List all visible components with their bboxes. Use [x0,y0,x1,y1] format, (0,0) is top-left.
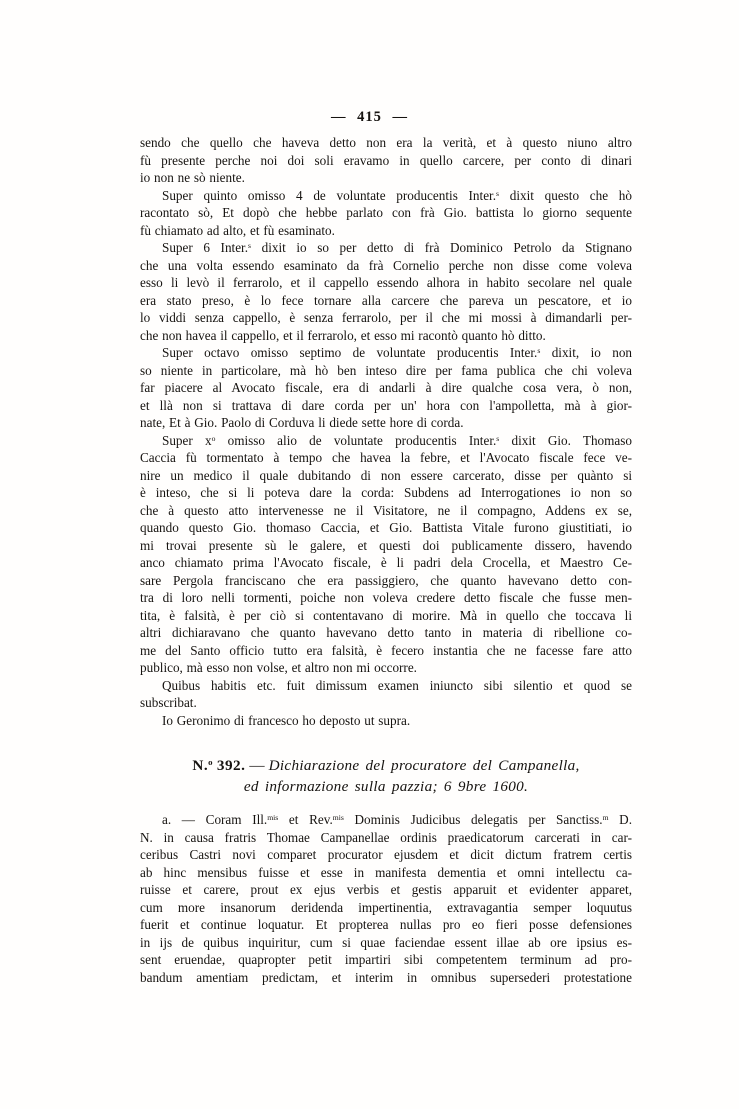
text-line: racontato sò, Et dopò che hebbe parlato con frà Gio. battista lo giorno sequente [140,205,632,220]
text-line: Super 6 Inter.$^s$ dixit io so per detto di frà Dominico Petrolo da Stignano [162,240,632,255]
paragraph [140,712,632,730]
text-line: Super $x^o$ omisso alio de voluntate producentis Inter.$^s$ dixit Gio. Thomaso [162,432,632,448]
heading-number: N.$^o$ 392. [192,757,246,774]
text-line: ab hinc mensibus fuisse et esse in manifesta dementia et omni intellectu ca- [140,864,632,880]
text-line: sent eruendae, quapropter petit impartiri sibi competentem terminum ad pro- [140,952,632,967]
text-line: che à questo atto intervenesse ne il Visitatore, ne il compagno, Addens ex se, [140,502,632,518]
paragraph [140,677,632,712]
heading-line-1 [140,755,632,776]
text-line: far piacere al Avocato fiscale, era di andarli à dire qualche cosa vera, ò non, [140,380,632,395]
text-line: Super octavo omisso septimo de voluntate producentis Inter.$^s$ dixit, io non [162,345,633,360]
text-line: mi trovai presente sù le galere, et questi doi publicamente dissero, havendo [140,537,632,553]
paragraph [140,187,632,240]
text-line: a. — Coram Ill.$^{mis}$ et Rev.$^{mis}$ Dominis Judicibus delegatis per Sanctiss.$^m$ D. [162,812,633,827]
text-line: Io Geronimo di francesco ho deposto ut supra. [162,712,411,728]
text-line: tita, è falsità, è per ciò si contentavano di morire. Mà in quello che toccava li [140,607,632,623]
text-line: in ijs de quibus inquiritur, cum si quae faciendae essent illae ab ore ipsius es- [140,934,632,950]
text-line: che una volta essendo esaminato da frà Cornelio perche non disse come voleva [140,257,632,273]
text-line: fuerit et continue loquatur. Et propterea nullas pro eo fieri posse defensiones [140,917,632,932]
text-block-bottom [140,811,632,986]
text-line: fù presente perche noi doi soli eravamo in quello carcere, per conto di dinari [140,152,632,168]
text-line: lo viddi senza cappello, è senza ferrarolo, per il che mi mossi à dimandarli per- [140,310,632,325]
text-line: ceribus Castri novi comparet procurator ejusdem et dicit dictum fratrem certis [140,847,632,862]
heading-dash: — [249,757,265,774]
text-line: nire un medico il quale dubitando di non essere carcerato, disse per quànto si [140,467,632,483]
text-block-top [140,134,632,729]
text-line: Quibus habitis etc. fuit dimissum examen iniuncto sibi silentio et quod se [162,677,632,693]
text-block [140,134,632,986]
text-line: altri dichiaravano che quanto havevano detto tanto in materia di ribellione co- [140,625,632,640]
text-line: Caccia fù tormentato à tempo che havea la febre, et l'Avocato fiscale fece ve- [140,450,632,465]
paragraph [140,344,632,432]
text-line: che non havea il cappello, et il ferrarolo, et esso mi racontò quanto hò ditto. [140,327,546,343]
text-line: sendo che quello che haveva detto non era la verità, et à questo niuno altro [140,135,632,150]
text-line: et llà non si trattava di dare corda per un' hora con l'ampolletta, mà à gior- [140,397,632,413]
paragraph [140,811,632,986]
text-line: sare Pergola franciscano che era passiggiero, che quanto havevano detto con- [140,572,632,588]
text-line: quando questo Gio. thomaso Caccia, et Gio. Battista Vitale furono giustitiati, io [140,520,632,535]
heading-title-line1: Dichiarazione del procuratore del Campanella, [268,757,580,774]
text-line: era stato preso, è lo fece tornare alla carcere che pareva un pescatore, et io [140,292,632,308]
text-line: so niente in particolare, mà hò ben inteso dire per fama publica che chi voleva [140,362,632,378]
text-line: subscribat. [140,695,197,710]
text-line: tra di loro nelli tormenti, poiche non voleva credere detto fiscale che fusse men- [140,590,632,605]
text-line: cum more insanorum deridenda impertinentia, extravagantia semper loquutus [140,899,632,915]
page-number: — 415 — [331,109,408,125]
text-line: esso li levò il ferrarolo, et il cappello essendo alhora in habito secolare nel quale [140,275,632,290]
text-line: è inteso, che si li poteva dare la corda: Subdens ad Interrogationes io non so [140,485,632,500]
text-line: me del Santo officio tutto era falsità, è fecero instantia che ne facesse fare atto [140,642,632,658]
text-line: Super quinto omisso 4 de voluntate producentis Inter.$^s$ dixit questo che hò [162,187,632,203]
text-line: bandum amentiam predictam, et interim in omnibus supersederi protestatione [140,969,632,985]
text-line: io non ne sò niente. [140,170,245,185]
text-line: N. in causa fratris Thomae Campanellae ordinis praedicatorum carcerati in car- [140,829,632,845]
paragraph [140,134,632,187]
text-line: nate, Et à Gio. Paolo di Corduva li diede sette hore di corda. [140,415,464,430]
text-line: anco chiamato prima l'Avocato fiscale, è li padri dela Crocella, et Maestro Ce- [140,555,632,570]
text-line: fù chiamato ad alto, et fù esaminato. [140,222,335,238]
section-heading [140,755,632,797]
text-line: ruisse et carere, prout ex ejus verbis et gestis apparuit et evidenter apparet, [140,882,632,897]
text-line: publico, mà esso non volse, et altro non mi occorre. [140,660,417,675]
heading-title-line2: ed informazione sulla pazzia; 6 9bre 1600. [243,778,529,795]
paragraph [140,432,632,677]
paragraph [140,239,632,344]
